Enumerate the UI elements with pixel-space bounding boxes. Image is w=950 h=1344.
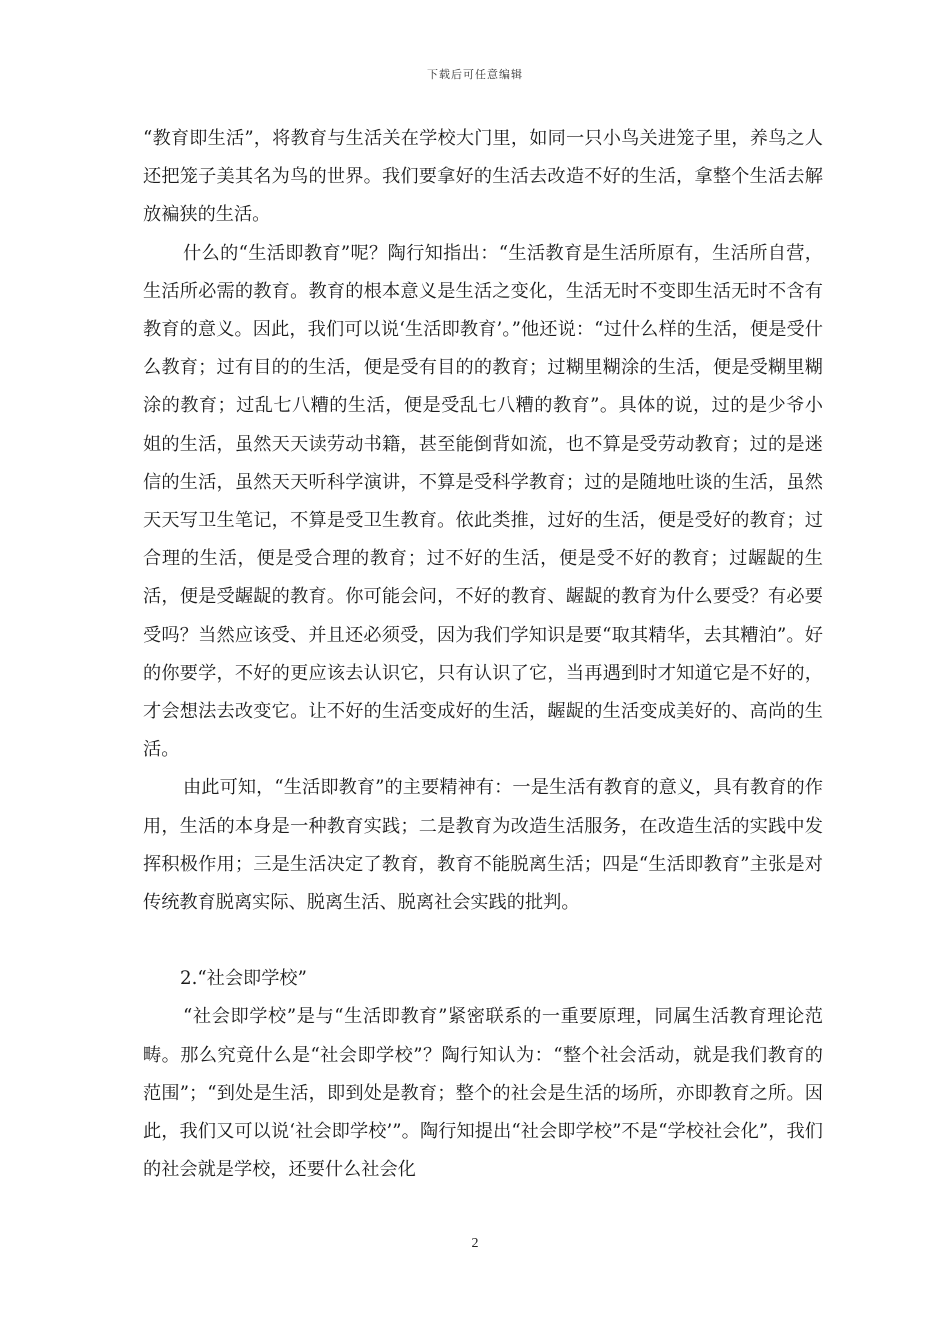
paragraph: “教育即生活”，将教育与生活关在学校大门里，如同一只小鸟关进笼子里，养鸟之人还把笼子美其名为鸟的世界。我们要拿好的生活去改造不好的生活，拿整个生活去解放褊狭的生活。 <box>143 128 823 226</box>
paragraph: “社会即学校”是与“生活即教育”紧密联系的一重要原理，同属生活教育理论范畴。那么究竟什么是“社会即学校”？陶行知认为：“整个社会活动，就是我们教育的范围”；“到处是生活，即到处是教育；整个的社会是生活的场所，亦即教育之所。因此，我们又可以说‘社会即学校’”。陶行知提出“社会即学校”不是“学校社会化”，我们的社会就是学校，还要什么社会化 <box>143 1006 823 1181</box>
document-body <box>143 120 823 1189</box>
paragraph: 由此可知，“生活即教育”的主要精神有：一是生活有教育的意义，具有教育的作用，生活的本身是一种教育实践；二是教育为改造生活服务，在改造生活的实践中发挥积极作用；三是生活决定了教育，教育不能脱离生活；四是“生活即教育”主张是对传统教育脱离实际、脱离生活、脱离社会实践的批判。 <box>143 777 823 914</box>
paragraph: 什么的“生活即教育”呢？陶行知指出：“生活教育是生活所原有，生活所自营，生活所必需的教育。教育的根本意义是生活之变化，生活无时不变即生活无时不含有教育的意义。因此，我们可以说‘生活即教育’。”他还说：“过什么样的生活，便是受什么教育；过有目的的生活，便是受有目的的教育；过糊里糊涂的生活，便是受糊里糊涂的教育；过乱七八糟的生活，便是受乱七八糟的教育”。具体的说，过的是少爷小姐的生活，虽然天天读劳动书籍，甚至能倒背如流，也不算是受劳动教育；过的是迷信的生活，虽然天天听科学演讲，不算是受科学教育；过的是随地吐谈的生活，虽然天天写卫生笔记，不算是受卫生教育。依此类推，过好的生活，便是受好的教育；过合理的生活，便是受合理的教育；过不好的生活，便是受不好的教育；过龌龊的生活，便是受龌龊的教育。你可能会问，不好的教育、龌龊的教育为什么要受？有必要受吗？当然应该受、并且还必须受，因为我们学知识是要“取其精华，去其糟泊”。好的你要学，不好的更应该去认识它，只有认识了它，当再遇到时才知道它是不好的，才会想法去改变它。让不好的生活变成好的生活，龌龊的生活变成美好的、高尚的生活。 <box>143 242 823 761</box>
page-header: 下载后可任意编辑 <box>427 68 523 81</box>
page-number: 2 <box>471 1236 479 1251</box>
section-heading: 2.“社会即学校” <box>180 968 307 990</box>
